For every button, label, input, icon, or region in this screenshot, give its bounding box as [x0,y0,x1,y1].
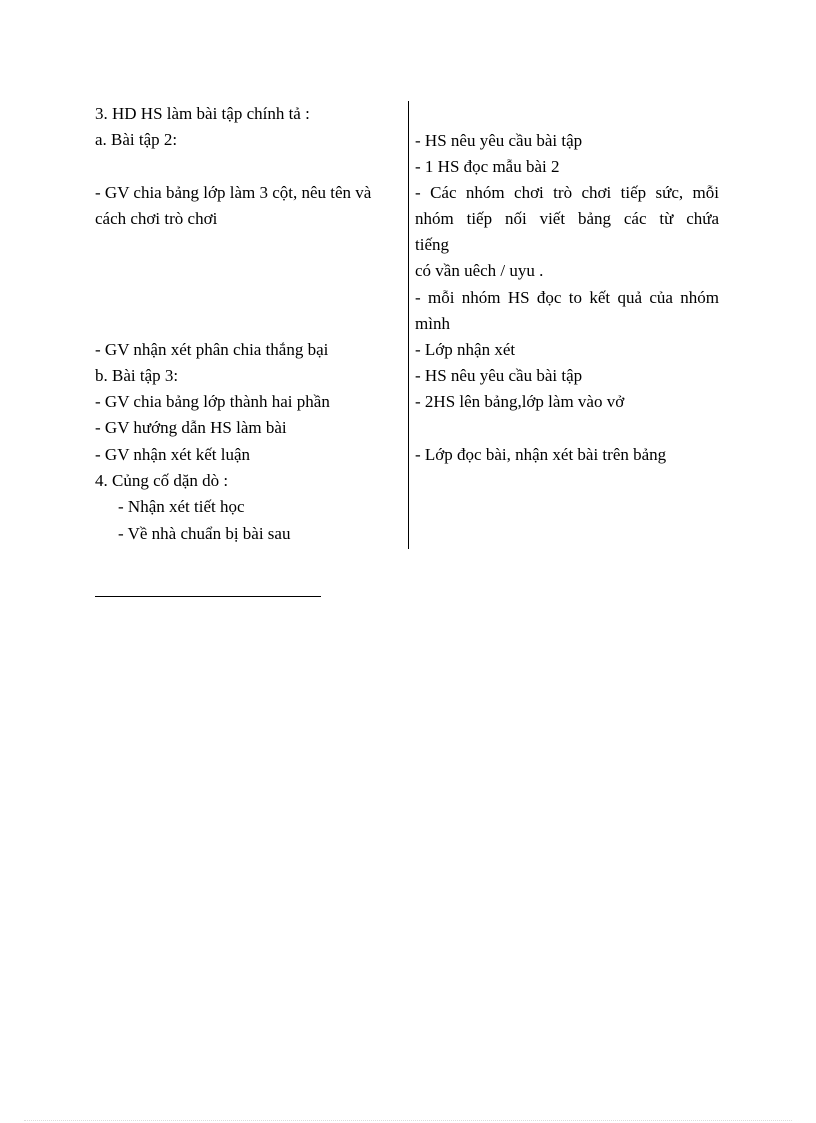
group-read-results-line1: - mỗi nhóm HS đọc to kết quả của nhóm [415,288,719,307]
gv-board-instruction-line2: cách chơi trò chơi [95,209,218,228]
hs-state-requirement-line: - HS nêu yêu cầu bài tập [415,131,583,150]
groups-play-line2: nhóm tiếp nối viết bảng các từ chứa [415,209,719,228]
column-divider [408,101,409,549]
end-of-lesson-rule [95,596,321,597]
gv-guide-line: - GV hướng dẫn HS làm bài [95,418,287,437]
page-edge-dotted-border [24,1120,792,1121]
lesson-activity-table [95,101,725,549]
hs-state-requirement-line-2: - HS nêu yêu cầu bài tập [415,366,583,385]
groups-play-line1: - Các nhóm chơi trò chơi tiếp sức, mỗi [415,183,719,202]
gv-conclude-line: - GV nhận xét kết luận [95,445,251,464]
section-heading-consolidation: 4. Củng cố dặn dò : [95,471,229,490]
section-heading-spelling: 3. HD HS làm bài tập chính tả : [95,104,310,123]
class-feedback-line: - Lớp nhận xét [415,340,516,359]
board-work-line: - 2HS lên bảng,lớp làm vào vở [415,392,625,411]
groups-play-line3: tiếng [415,235,449,254]
groups-play-line4: có vần uêch / uyu . [415,261,544,280]
gv-split-board-line: - GV chia bảng lớp thành hai phần [95,392,330,411]
class-read-review-line: - Lớp đọc bài, nhận xét bài trên bảng [415,445,667,464]
group-read-results-line2: mình [415,314,450,333]
gv-board-instruction-line1: - GV chia bảng lớp làm 3 cột, nêu tên và [95,183,372,202]
exercise-2-label: a. Bài tập 2: [95,130,178,149]
review-lesson-line: - Nhận xét tiết học [118,497,245,516]
prepare-next-lesson-line: - Về nhà chuẩn bị bài sau [118,524,291,543]
hs-read-sample-line: - 1 HS đọc mẫu bài 2 [415,157,560,176]
gv-feedback-line: - GV nhận xét phân chia thắng bại [95,340,329,359]
exercise-3-label: b. Bài tập 3: [95,366,179,385]
